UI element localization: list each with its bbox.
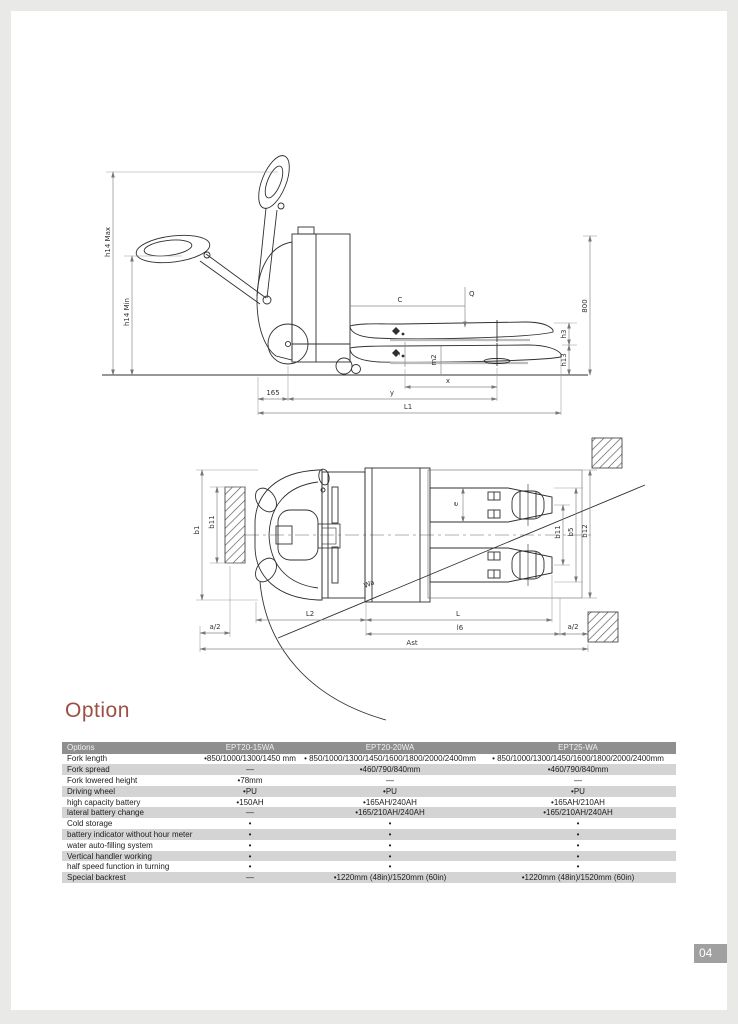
cell: •165/210AH/240AH [543, 808, 613, 818]
cell: — [386, 775, 394, 785]
row-label: Special backrest [67, 873, 126, 883]
table-header-row [62, 742, 676, 754]
table-row [62, 829, 676, 840]
column-header-model-3: EPT25-WA [480, 742, 676, 754]
row-label: battery indicator without hour meter [67, 829, 193, 839]
column-header-model-1: EPT20-15WA [200, 742, 300, 754]
cell: •165AH/240AH [363, 797, 417, 807]
dim-label-x: x [445, 377, 451, 385]
table-row [62, 872, 676, 883]
table-row [62, 797, 676, 808]
cell: • [388, 840, 392, 850]
cell: •PU [243, 786, 257, 796]
cell: •460/790/840mm [547, 765, 609, 775]
top-view-svg [60, 430, 680, 730]
table-row [62, 786, 676, 797]
cell: • [388, 862, 392, 872]
dim-label-l1: L1 [403, 403, 413, 411]
cell: •150AH [236, 797, 264, 807]
row-label: Cold storage [67, 819, 113, 829]
tiller-arm-raised [252, 152, 295, 298]
dim-label-a2-left: a/2 [209, 623, 221, 631]
row-label: water auto-filling system [67, 840, 153, 850]
wall-hatch-left [225, 487, 245, 563]
dim-label-b12: b12 [581, 524, 589, 538]
top-view-drawing [60, 430, 680, 735]
cell: • [576, 862, 580, 872]
cell: • [248, 829, 252, 839]
tiller-arm-lowered [135, 232, 266, 304]
dim-label-b5: b5 [567, 527, 575, 537]
options-table [62, 742, 676, 883]
row-label: Fork lowered height [67, 775, 138, 785]
dim-label-165: 165 [266, 389, 280, 397]
table-row [62, 775, 676, 786]
cell: — [574, 775, 582, 785]
row-label: Vertical handler working [67, 851, 152, 861]
dim-label-ast: Ast [406, 639, 418, 647]
cell: • [248, 851, 252, 861]
cell: •PU [571, 786, 585, 796]
side-view-dimensions [104, 172, 597, 415]
dim-label-b11-left: b11 [208, 515, 216, 529]
fork-top-lower [430, 544, 552, 586]
dim-label-c: C [397, 296, 403, 304]
table-row [62, 764, 676, 775]
drive-wheel [268, 324, 361, 374]
truck-body-side [257, 227, 350, 362]
wall-hatch-right [588, 612, 618, 642]
table-row [62, 840, 676, 851]
table-row [62, 818, 676, 829]
cell: • [388, 851, 392, 861]
cell: • 850/1000/1300/1450/1600/1800/2000/2400mm [304, 754, 476, 764]
dim-label-l2: L2 [305, 610, 315, 618]
cell: — [246, 765, 254, 775]
row-label: Fork length [67, 754, 108, 764]
row-label: lateral battery change [67, 808, 144, 818]
cell: • [248, 840, 252, 850]
dim-label-h14-max: h14 Max [104, 226, 112, 258]
table-row [62, 807, 676, 818]
dim-label-h14-min: h14 Min [123, 298, 131, 326]
cell: •850/1000/1300/1450 mm [204, 754, 296, 764]
dim-label-l6: l6 [456, 624, 464, 632]
table-row [62, 754, 676, 765]
truck-body-top [251, 468, 330, 600]
dim-label-q: Q [469, 290, 475, 298]
fork-top-upper [430, 484, 552, 526]
dim-label-h13: h13 [560, 353, 568, 367]
section-title: Option [65, 699, 130, 722]
cell: •1220mm (48in)/1520mm (60in) [333, 873, 447, 883]
cell: • [388, 819, 392, 829]
row-label: half speed function in turning [67, 862, 170, 872]
cell: — [246, 873, 254, 883]
cell: •1220mm (48in)/1520mm (60in) [521, 873, 635, 883]
row-label: Driving wheel [67, 786, 116, 796]
row-label: Fork spread [67, 765, 110, 775]
table-row [62, 851, 676, 862]
fork-lowered [350, 343, 561, 366]
cell: • [576, 840, 580, 850]
cell: •165AH/210AH [551, 797, 605, 807]
cell: •PU [383, 786, 397, 796]
dim-label-e: e [452, 501, 460, 507]
cell: •165/210AH/240AH [355, 808, 425, 818]
dim-label-b11-right: b11 [554, 525, 562, 539]
cell: •78mm [237, 775, 263, 785]
steering-arc [260, 582, 386, 720]
cell: • [576, 829, 580, 839]
dim-label-l: L [456, 610, 460, 618]
page-number-badge: 04 [694, 944, 728, 963]
column-header-options: Options [62, 742, 200, 754]
cell: • 850/1000/1300/1450/1600/1800/2000/2400mm [492, 754, 664, 764]
table-row [62, 861, 676, 872]
cell: • [576, 819, 580, 829]
cell: • [248, 862, 252, 872]
cell: • [576, 851, 580, 861]
dim-label-a2-right: a/2 [567, 623, 579, 631]
column-header-model-2: EPT20-20WA [300, 742, 480, 754]
cell: — [246, 808, 254, 818]
row-label: high capacity battery [67, 797, 141, 807]
cell: •460/790/840mm [359, 765, 421, 775]
fork-raised [350, 320, 553, 342]
dim-label-b1: b1 [193, 525, 201, 535]
dim-label-h3: h3 [560, 329, 568, 339]
dim-label-m2: m2 [430, 354, 438, 366]
dim-label-s: s [394, 352, 402, 356]
side-view-drawing [60, 130, 620, 435]
wall-hatch-top-right [592, 438, 622, 468]
side-view-svg [60, 130, 620, 430]
dim-label-y: y [389, 389, 395, 397]
cell: • [248, 819, 252, 829]
dim-label-800: 800 [581, 299, 589, 313]
cell: • [388, 829, 392, 839]
dim-label-wa: Wa [362, 578, 376, 590]
